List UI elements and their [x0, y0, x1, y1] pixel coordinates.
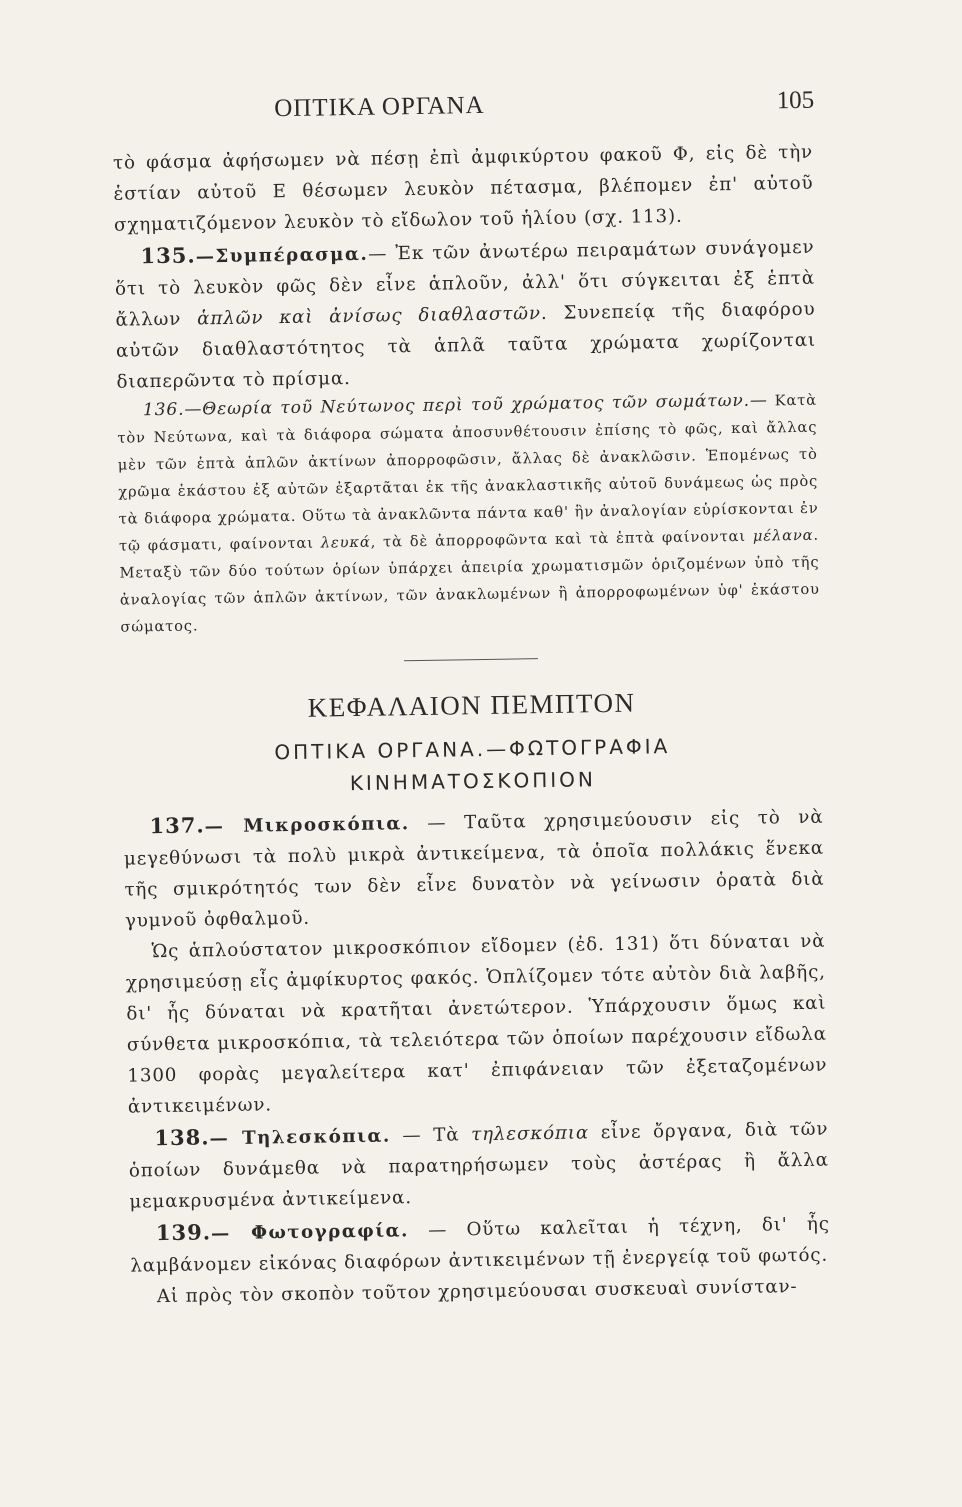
section-136-text-c: . Μεταξὺ τῶν δύο τούτων ὁρίων ὑπάρχει ἀπειρία χρωματισμῶν ὁριζομένων ὑπὸ τῆς ἀναλογίας τῶν ἁπλῶν ἀκτίνων, τῶν ἀνακλωμένων ἢ ἀπορροφωμένων ὑφ' ἑκάστου σώματος. [119, 526, 821, 636]
section-139-paragraph-2: Αἱ πρὸς τὸν σκοπὸν τοῦτον χρησιμεύουσαι συσκευαὶ συνίσταν- [156, 1276, 798, 1308]
section-135 [114, 230, 816, 398]
section-135-text-a: — Ἐκ τῶν ἀνωτέρω πειραμάτων συνάγομεν ὅτι τὸ λευκὸν φῶς δὲν εἶνε ἁπλοῦν, ἀλλ' ὅτι σύγκειται ἐξ ἑπτὰ ἄλλων [114, 236, 816, 331]
chapter-divider [404, 658, 538, 661]
section-139 [130, 1207, 831, 1282]
section-135-title: —Συμπέρασμα. [195, 243, 369, 268]
section-137-title: — Μικροσκόπια. [204, 813, 410, 838]
section-135-emphasis: ἁπλῶν καὶ ἀνίσως διαθλαστῶν [197, 303, 542, 330]
section-137 [123, 800, 825, 937]
section-136-title: 136.—Θεωρία τοῦ Νεύτωνος περὶ τοῦ χρώματος τῶν σωμάτων.— [142, 390, 768, 421]
chapter-title: ΚΕΦΑΛΑΙΟΝ ΠΕΜΠΤΟΝ [307, 687, 636, 723]
section-139-number: 139. [155, 1219, 212, 1246]
chapter-subtitle-line-2: ΚΙΝΗΜΑΤΟΣΚΟΠΙΟΝ [349, 767, 597, 796]
section-135-text-b: . Συνεπείᾳ τῆς διαφόρου αὐτῶν διαθλαστότητος τὰ ἁπλᾶ ταῦτα χρώματα χωρίζονται διαπερῶντα τὸ πρίσμα. [115, 298, 817, 393]
section-135-number: 135. [140, 242, 196, 269]
intro-paragraph: τὸ φάσμα ἀφήσωμεν νὰ πέσῃ ἐπὶ ἀμφικύρτου φακοῦ Φ, εἰς δὲ τὴν ἑστίαν αὐτοῦ Ε θέσωμεν λευκὸν πέτασμα, βλέπομεν ἐπ' αὐτοῦ σχηματιζόμενον λευκὸν τὸ εἴδωλον τοῦ ἡλίου (σχ. 113). [112, 141, 814, 236]
page-number: 105 [776, 86, 815, 115]
section-138-number: 138. [154, 1124, 210, 1151]
section-138-emphasis: τηλεσκόπια [470, 1122, 590, 1146]
section-137-text: — Ταῦτα χρησιμεύουσιν εἰς τὸ νὰ μεγεθύνωσι τὰ πολὺ μικρὰ ἀντικείμενα, τὰ ὁποῖα πολλάκις ἕνεκα τῆς σμικρότητός των δὲν εἶνε δυνατὸν νὰ γείνωσιν ὁρατὰ διὰ γυμνοῦ ὀφθαλμοῦ. [123, 806, 825, 932]
section-136-text-a: Κατὰ τὸν Νεύτωνα, καὶ τὰ διάφορα σώματα ἀποσυνθέτουσιν ἐπίσης τὸ φῶς, καὶ ἄλλας μὲν τῶν ἑπτὰ ἁπλῶν ἀκτίνων ἀπορροφῶσιν, ἄλλας δὲ ἀνακλῶσιν. Ἑπομένως τὸ χρῶμα ἑκάστου ἐξ αὐτῶν ἐξαρτᾶται ἐκ τῆς ἀνακλαστικῆς αὐτοῦ δυνάμεως ὡς πρὸς τὰ διάφορα χρώματα. Οὕτω τὰ ἀνακλῶντα πάντα καθ' ἣν ἀναλογίαν εὑρίσκονται ἐν τῷ φάσματι, φαίνονται [117, 391, 819, 555]
section-139-text: — Οὕτω καλεῖται ἡ τέχνη, δι' ἧς λαμβάνομεν εἰκόνας διαφόρων ἀντικειμένων τῇ ἐνεργείᾳ τοῦ φωτός. [130, 1213, 831, 1277]
section-136-block [117, 387, 821, 641]
section-138 [128, 1112, 829, 1218]
section-136-text-b: , τὰ δὲ ἀπορροφῶντα καὶ τὰ ἑπτὰ φαίνονται [370, 527, 754, 551]
section-136-emphasis-b: μέλανα [752, 526, 814, 545]
chapter-subtitle-line-1: ΟΠΤΙΚΑ ΟΡΓΑΝΑ.—ΦΩΤΟΓΡΑΦΙΑ [274, 734, 671, 765]
section-139-title: — Φωτογραφία. [210, 1220, 410, 1245]
section-136-emphasis-a: λευκά [320, 533, 371, 552]
section-138-text-b: εἶνε ὄργανα, διὰ τῶν ὁποίων δυνάμεθα νὰ παρατηρήσωμεν τοὺς ἀστέρας ἢ ἄλλα μεμακρυσμένα ἀντικείμενα. [128, 1118, 830, 1213]
section-138-text-a: — Τὰ [390, 1124, 472, 1147]
section-137-number: 137. [149, 812, 205, 839]
section-137-paragraph-2: Ὡς ἁπλούστατον μικροσκόπιον εἴδομεν (ἐδ. 131) ὅτι δύναται νὰ χρησιμεύσῃ εἷς ἀμφίκυρτος φακός. Ὁπλίζομεν τότε αὐτὸν διὰ λαβῆς, δι' ἧς δύναται νὰ κρατῆται ἀνετώτερον. Ὑπάρχουσιν ὅμως καὶ σύνθετα μικροσκόπια, τὰ τελειότερα τῶν ὁποίων παρέχουσιν εἴδωλα 1300 φορὰς μεγαλείτερα κατ' ἐπιφάνειαν τῶν ἐξεταζομένων ἀντικειμένων. [125, 930, 828, 1118]
section-138-title: — Τηλεσκόπια. [209, 1125, 391, 1150]
running-title: ΟΠΤΙΚΑ ΟΡΓΑΝΑ [274, 91, 485, 123]
section-136 [117, 387, 821, 641]
